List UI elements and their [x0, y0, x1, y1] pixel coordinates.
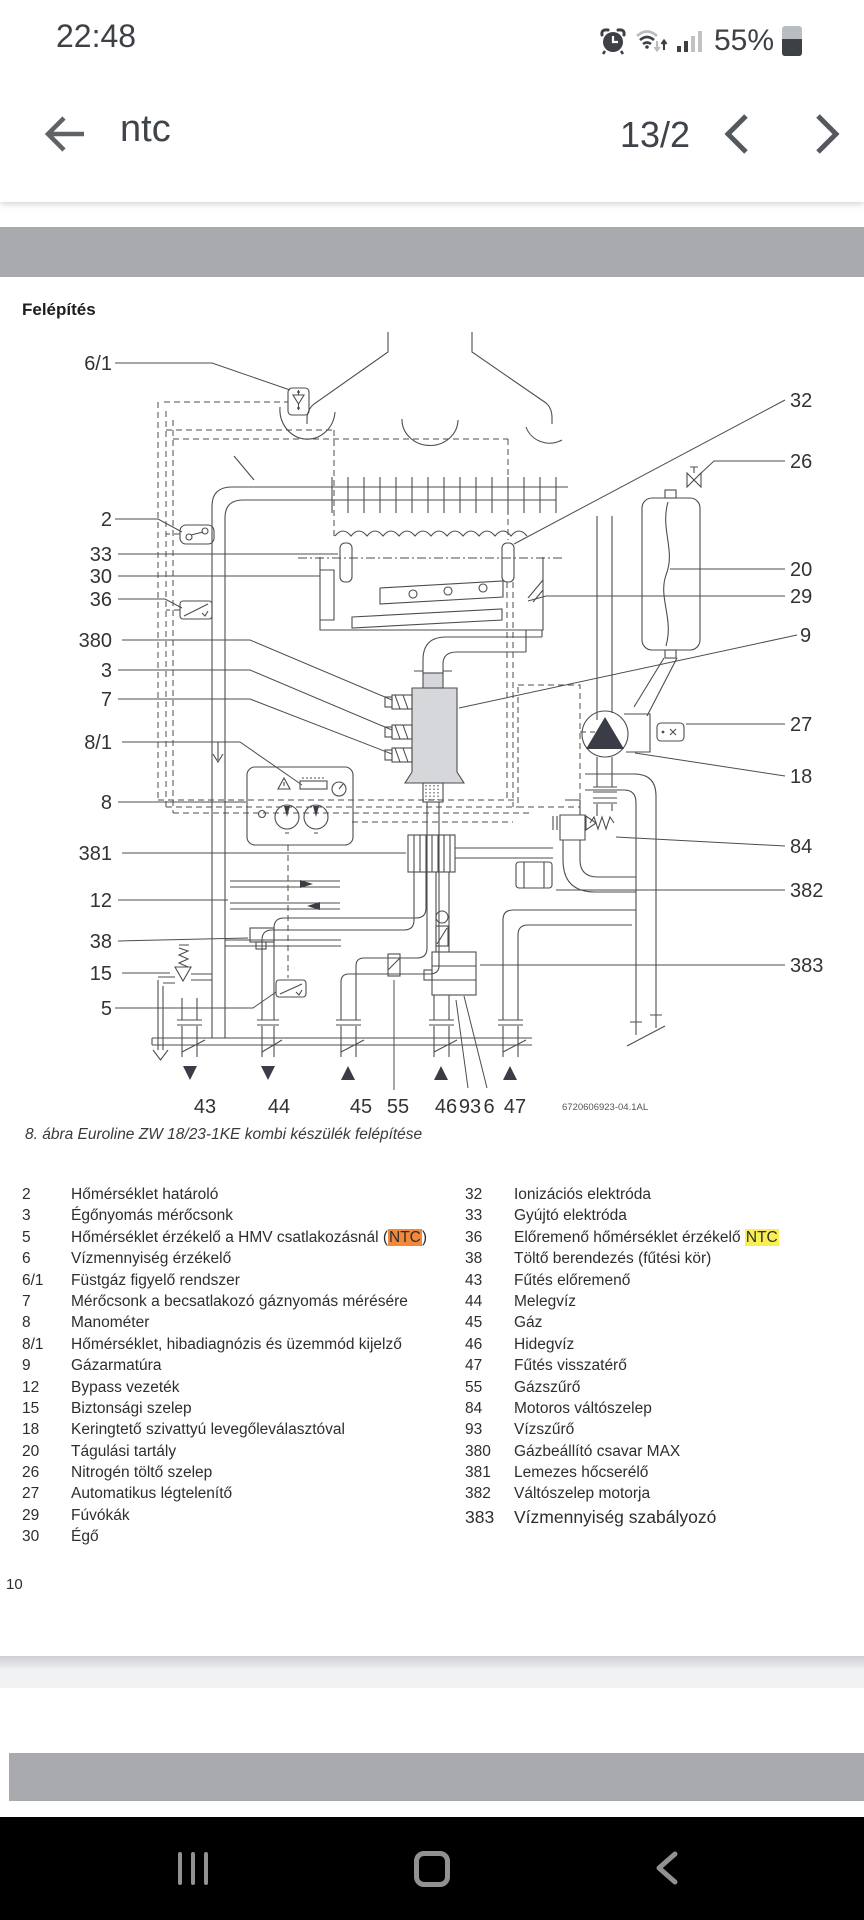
- search-highlight: NTC: [745, 1228, 778, 1246]
- callout-label: 6: [483, 1096, 495, 1118]
- legend-number: 45: [465, 1314, 483, 1332]
- legend-row: [22, 1400, 452, 1421]
- page-separator: [0, 1656, 864, 1688]
- page-title: Felépítés: [22, 300, 96, 319]
- figure-caption: 8. ábra Euroline ZW 18/23-1KE kombi készülék felépítése: [25, 1126, 423, 1143]
- recents-icon[interactable]: [178, 1852, 208, 1885]
- legend-number: 15: [22, 1399, 40, 1417]
- legend-row: [22, 1314, 452, 1335]
- gas-valve: [341, 630, 542, 1020]
- legend-number: 20: [22, 1442, 40, 1460]
- callout-label: 45: [349, 1096, 373, 1118]
- legend-row: [22, 1293, 452, 1314]
- callout-label: 8/1: [84, 732, 112, 754]
- legend-text: Manométer: [71, 1314, 150, 1332]
- legend-column-right: [465, 1186, 860, 1528]
- legend-row: [22, 1186, 452, 1207]
- legend-row: [22, 1443, 452, 1464]
- legend-row: [22, 1229, 452, 1250]
- callout-label: 36: [89, 589, 112, 611]
- callout-label: 20: [790, 559, 813, 581]
- legend-text: Vízmennyiség szabályozó: [514, 1506, 717, 1527]
- dhw-sensor: [276, 980, 306, 997]
- back-icon[interactable]: [652, 1851, 680, 1885]
- android-nav-bar: [0, 1817, 864, 1920]
- search-input[interactable]: ntc: [120, 108, 171, 150]
- water-governor: [424, 911, 476, 995]
- legend-row: [465, 1464, 860, 1485]
- legend-row: [22, 1464, 452, 1485]
- legend-number: 8: [22, 1314, 31, 1332]
- legend-text: Motoros váltószelep: [514, 1399, 652, 1417]
- legend-text: Hidegvíz: [514, 1335, 575, 1353]
- battery-percent: 55%: [713, 24, 774, 57]
- diverter-motor: [516, 862, 552, 888]
- thermostat-limiter: [180, 525, 214, 544]
- legend-text: Ionizációs elektróda: [514, 1186, 651, 1203]
- callout-label: 3: [100, 660, 112, 682]
- callout-label: 26: [790, 451, 813, 473]
- callout-label: 382: [790, 880, 824, 902]
- callout-label: 9: [800, 625, 812, 647]
- status-icons: [599, 24, 802, 58]
- legend-row: [465, 1379, 860, 1400]
- figure-code: 6720606923-04.1AL: [562, 1102, 649, 1113]
- legend-number: 3: [22, 1207, 31, 1225]
- back-arrow-icon[interactable]: [42, 112, 86, 156]
- pdf-next-page[interactable]: [0, 1688, 864, 1817]
- callout-label: 7: [100, 689, 112, 711]
- legend-number: 380: [465, 1442, 491, 1460]
- callout-label: 2: [100, 509, 112, 531]
- legend-row: [465, 1272, 860, 1293]
- callout-label: 32: [790, 390, 813, 412]
- callout-label: 55: [386, 1096, 410, 1118]
- callout-label: 15: [89, 963, 112, 985]
- legend-number: 9: [22, 1357, 31, 1375]
- control-panel: [247, 767, 353, 845]
- legend-row: [22, 1336, 452, 1357]
- chevron-left-icon[interactable]: [722, 112, 752, 156]
- legend-number: 12: [22, 1378, 40, 1396]
- pump: [582, 711, 650, 816]
- callout-label: 30: [89, 566, 112, 588]
- legend-text: Gázarmatúra: [71, 1357, 162, 1375]
- legend-number: 8/1: [22, 1335, 44, 1353]
- callout-label: 8: [100, 792, 112, 814]
- legend-text: Hőmérséklet érzékelő a HMV csatlakozásnál (NTC): [71, 1228, 428, 1246]
- legend-text: Vízmennyiség érzékelő: [71, 1250, 232, 1268]
- callout-label: 93: [458, 1096, 482, 1118]
- legend-number: 93: [465, 1421, 483, 1439]
- callout-label: 12: [89, 890, 112, 912]
- legend-number: 5: [22, 1228, 31, 1246]
- next-page-header-band: [9, 1753, 864, 1801]
- legend-row: [465, 1421, 860, 1442]
- legend-text: Bypass vezeték: [71, 1378, 180, 1396]
- legend-number: 32: [465, 1186, 483, 1203]
- legend-number: 7: [22, 1292, 31, 1310]
- callout-label: 380: [78, 630, 112, 652]
- alarm-icon: [599, 27, 627, 55]
- legend-number: 2: [22, 1186, 31, 1203]
- legend-row: [22, 1528, 452, 1549]
- burner-assembly: [298, 543, 562, 630]
- legend-text: Automatikus légtelenítő: [71, 1485, 233, 1503]
- legend-number: 84: [465, 1399, 483, 1417]
- heat-exchanger-fins: [332, 477, 556, 536]
- legend-number: 44: [465, 1292, 483, 1310]
- callout-label: 383: [790, 955, 824, 977]
- legend-text: Előremenő hőmérséklet érzékelő NTC: [514, 1228, 778, 1246]
- legend-text: Keringtető szivattyú levegőleválasztóval: [71, 1421, 345, 1439]
- callout-label: 27: [790, 714, 813, 736]
- callout-label: 46: [434, 1096, 458, 1118]
- legend-text: Lemezes hőcserélő: [514, 1464, 649, 1482]
- legend-row: [22, 1379, 452, 1400]
- expansion-tank: [634, 467, 701, 716]
- legend-row: [22, 1485, 452, 1506]
- legend-text: Töltő berendezés (fűtési kör): [514, 1250, 712, 1268]
- callout-label: 18: [790, 766, 813, 788]
- callout-label: 44: [267, 1096, 291, 1118]
- legend-text: Gáz: [514, 1314, 543, 1332]
- legend-number: 383: [465, 1506, 495, 1527]
- legend-row: [465, 1507, 860, 1528]
- callout-label: 6/1: [84, 353, 112, 375]
- legend-text: Vízszűrő: [514, 1421, 575, 1439]
- legend-row: [22, 1272, 452, 1293]
- section-header-band: [0, 227, 864, 277]
- callout-label: 47: [503, 1096, 527, 1118]
- legend-row: [465, 1485, 860, 1506]
- legend-number: 46: [465, 1335, 483, 1353]
- legend-row: [465, 1293, 860, 1314]
- legend-row: [22, 1357, 452, 1378]
- legend-number: 47: [465, 1357, 483, 1375]
- legend-text: Melegvíz: [514, 1292, 577, 1310]
- callout-label: 43: [193, 1096, 217, 1118]
- legend-row: [465, 1186, 860, 1207]
- legend-text: Mérőcsonk a becsatlakozó gáznyomás mérésére: [71, 1292, 408, 1310]
- flue-hood: [234, 332, 562, 480]
- legend-number: 27: [22, 1485, 40, 1503]
- legend-row: [465, 1357, 860, 1378]
- legend-text: Tágulási tartály: [71, 1442, 177, 1460]
- legend-row: [22, 1421, 452, 1442]
- callout-label: 5: [100, 998, 112, 1020]
- callout-label: 33: [89, 544, 112, 566]
- app-header: [0, 0, 864, 202]
- callout-label: 381: [78, 843, 112, 865]
- legend-number: 29: [22, 1506, 40, 1524]
- battery-icon: [782, 26, 802, 56]
- wifi-icon: [635, 27, 669, 55]
- legend-text: Fúvókák: [71, 1506, 130, 1524]
- legend-column-left: [22, 1186, 452, 1550]
- flue-gas-sensor: [288, 388, 309, 415]
- legend-number: 381: [465, 1464, 491, 1482]
- pdf-page[interactable]: [0, 202, 864, 1656]
- legend-number: 18: [22, 1421, 40, 1439]
- legend-number: 36: [465, 1228, 483, 1246]
- legend-text: Váltószelep motorja: [514, 1485, 651, 1503]
- legend-text: Gyújtó elektróda: [514, 1207, 627, 1225]
- legend-row: [465, 1207, 860, 1228]
- legend-text: Fűtés visszatérő: [514, 1357, 627, 1375]
- legend-number: 6: [22, 1250, 31, 1268]
- legend-row: [22, 1507, 452, 1528]
- legend-text: Biztonsági szelep: [71, 1399, 192, 1417]
- home-icon[interactable]: [414, 1851, 450, 1887]
- legend-row: [22, 1250, 452, 1271]
- legend-text: Gázbeállító csavar MAX: [514, 1442, 681, 1460]
- legend-row: [465, 1229, 860, 1250]
- legend-number: 43: [465, 1271, 483, 1289]
- search-result-counter: 13/2: [620, 114, 691, 155]
- legend-text: Füstgáz figyelő rendszer: [71, 1271, 240, 1289]
- legend-number: 55: [465, 1378, 483, 1396]
- legend-text: Égő: [71, 1528, 99, 1546]
- legend-row: [22, 1207, 452, 1228]
- bypass: [230, 880, 340, 910]
- flow-ntc-sensor: [180, 601, 212, 619]
- signal-icon: [677, 30, 704, 52]
- callout-label: 84: [790, 836, 813, 858]
- legend-number: 38: [465, 1250, 483, 1268]
- legend-number: 382: [465, 1485, 491, 1503]
- legend-number: 33: [465, 1207, 483, 1225]
- legend-text: Hőmérséklet, hibadiagnózis és üzemmód kijelző: [71, 1335, 402, 1353]
- legend-row: [465, 1250, 860, 1271]
- legend-row: [465, 1314, 860, 1335]
- callout-label: 38: [89, 931, 112, 953]
- legend-number: 26: [22, 1464, 40, 1482]
- legend-row: [465, 1336, 860, 1357]
- chevron-right-icon[interactable]: [812, 112, 842, 156]
- legend-number: 6/1: [22, 1271, 44, 1289]
- legend-row: [465, 1443, 860, 1464]
- callout-label: 29: [790, 586, 813, 608]
- legend-text: Nitrogén töltő szelep: [71, 1464, 213, 1482]
- legend-text: Hőmérséklet határoló: [71, 1186, 219, 1203]
- legend-text: Égőnyomás mérőcsonk: [71, 1207, 233, 1225]
- search-highlight: NTC: [389, 1228, 421, 1246]
- clock-text: 22:48: [56, 18, 137, 54]
- legend-number: 30: [22, 1528, 40, 1546]
- legend-row: [465, 1400, 860, 1421]
- legend-text: Gázszűrő: [514, 1378, 581, 1396]
- boiler-diagram: [0, 280, 864, 1120]
- legend-text: Fűtés előremenő: [514, 1271, 631, 1289]
- air-vent: [657, 723, 684, 741]
- page-number: 10: [6, 1576, 23, 1593]
